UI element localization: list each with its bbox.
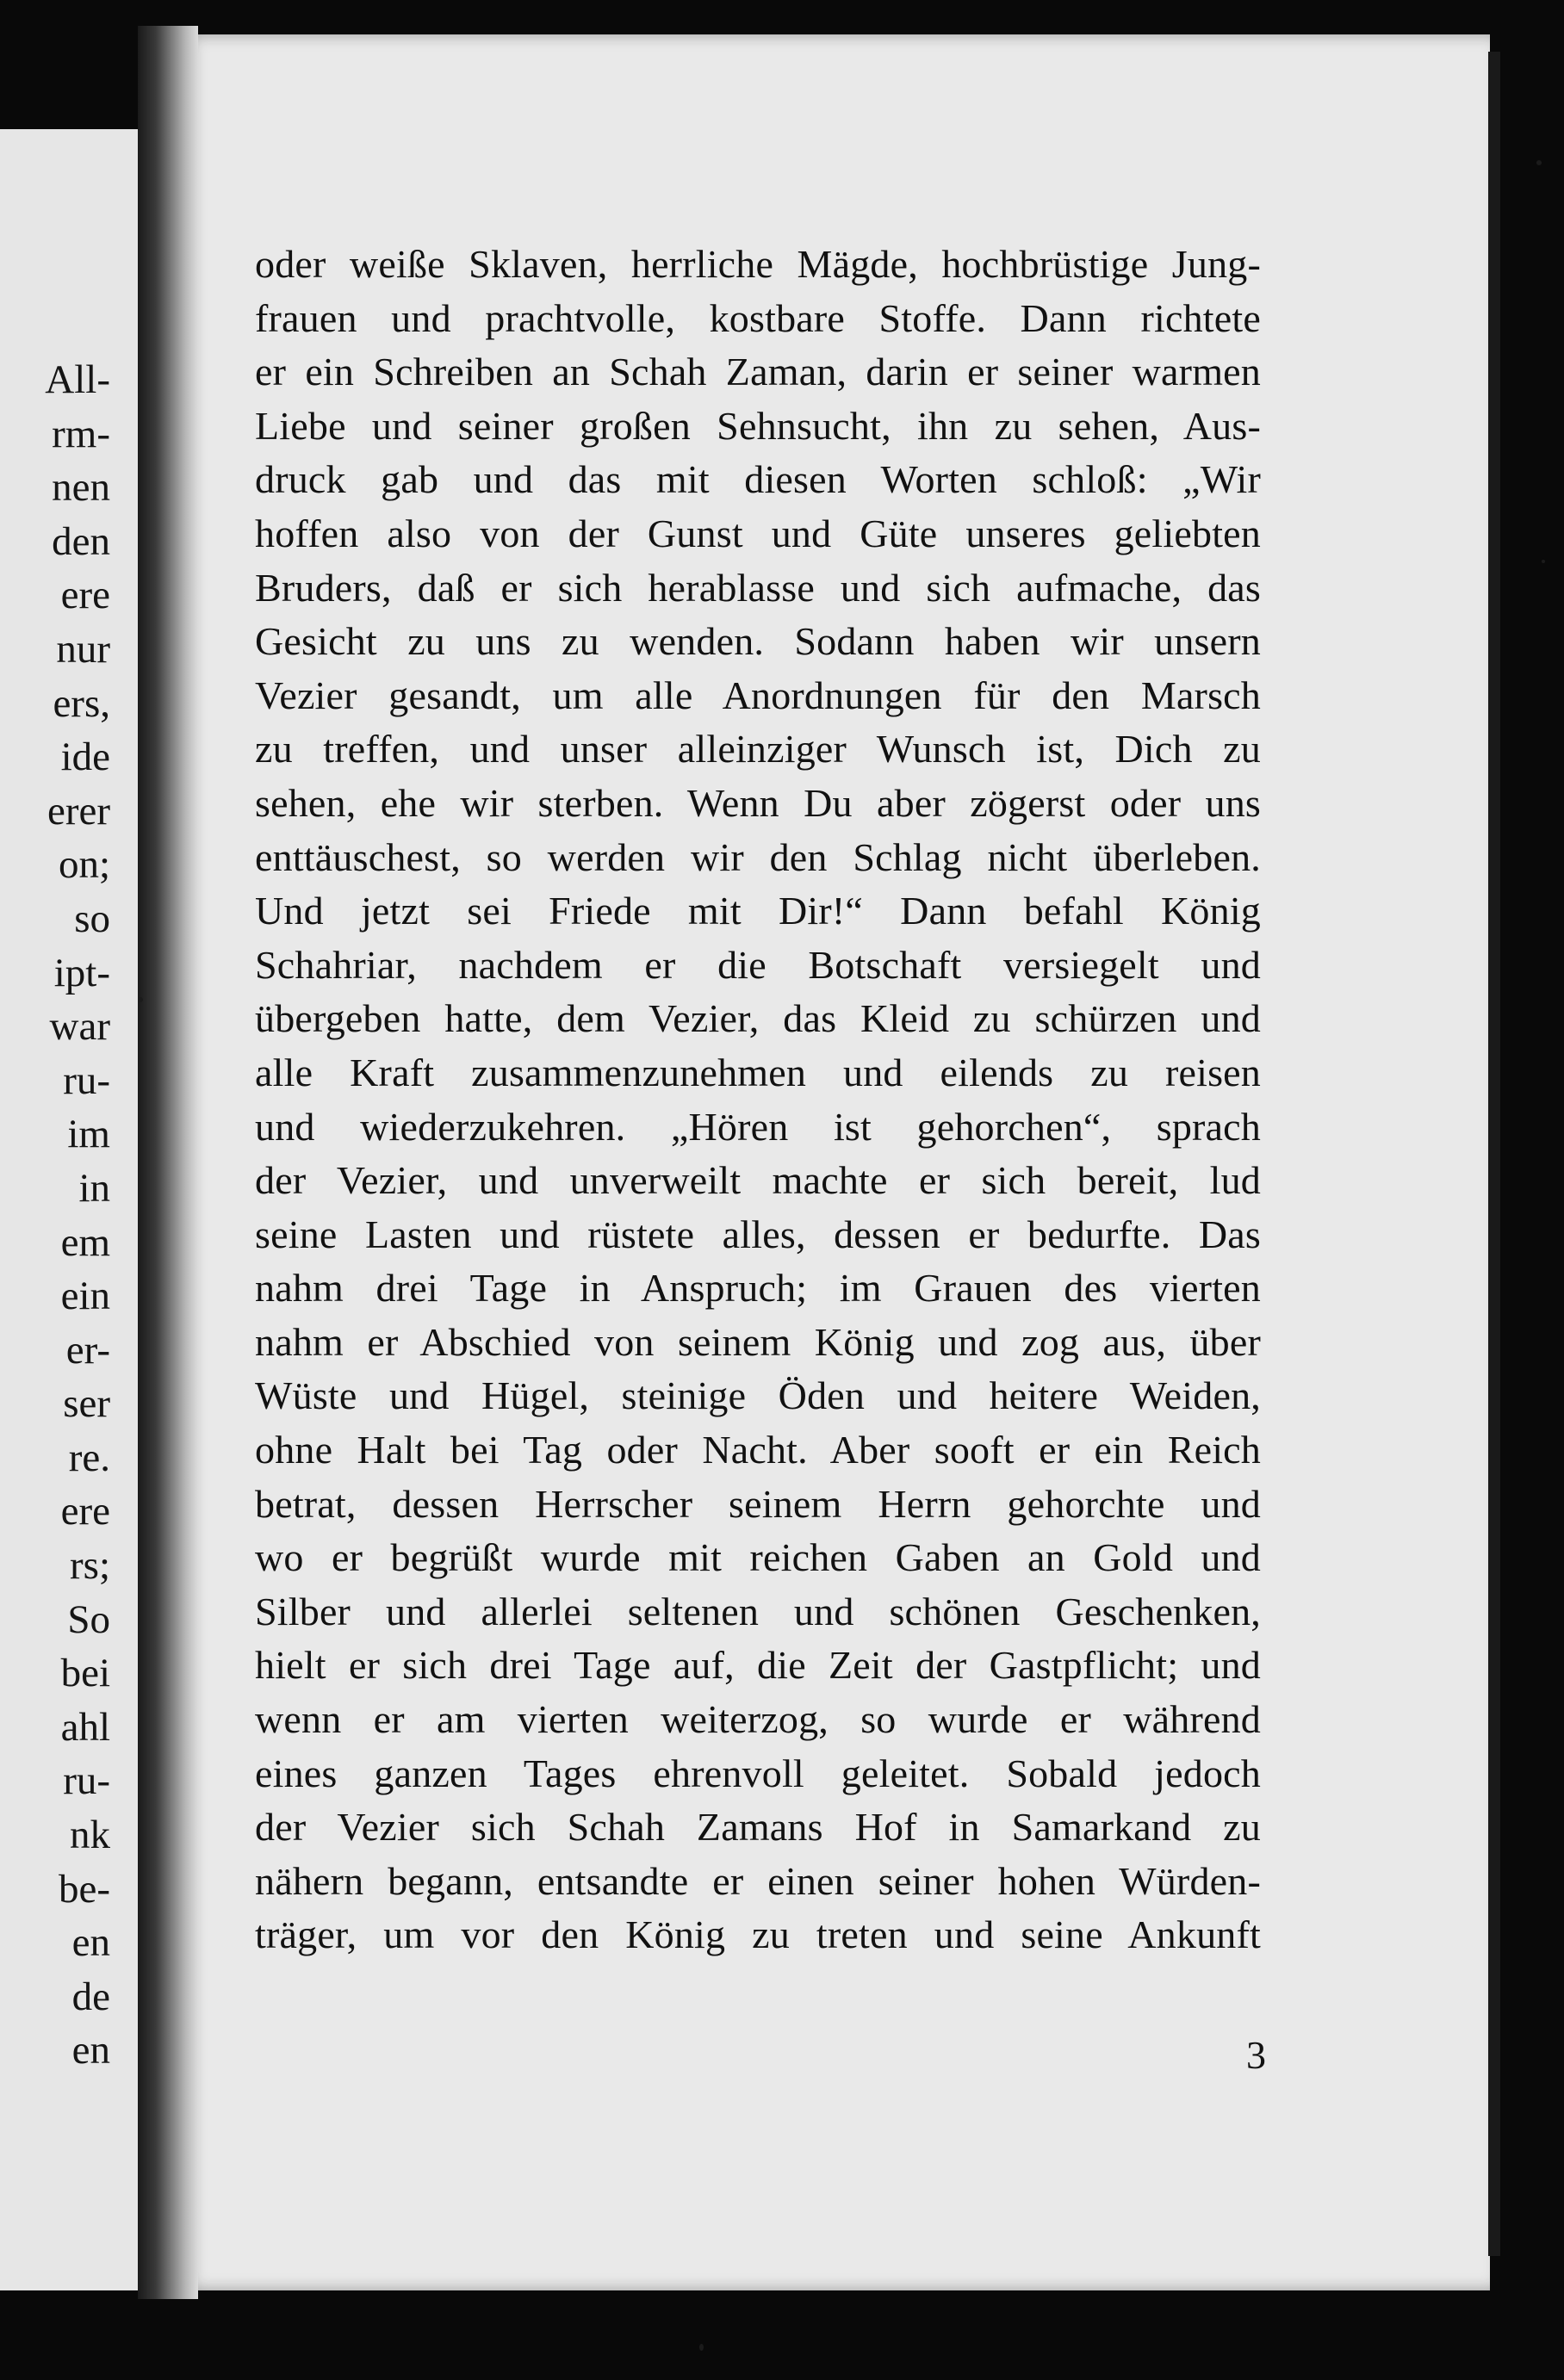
left-fragment-line: So (67, 1596, 110, 1642)
left-fragment-line: rm- (52, 411, 110, 456)
text-line: betrat, dessen Herrscher seinem Herrn gehorchte und (255, 1481, 1261, 1526)
binding-gutter-shadow (138, 26, 198, 2299)
left-fragment-line: on; (58, 842, 110, 888)
text-line: Vezier gesandt, um alle Anordnungen für den Marsch (255, 672, 1261, 717)
left-fragment-line: en (71, 2028, 110, 2073)
left-fragment-line: in (78, 1165, 110, 1211)
text-line: der Vezier sich Schah Zamans Hof in Samarkand zu (255, 1805, 1261, 1850)
text-line: eines ganzen Tages ehrenvoll geleitet. Sobald jedoch (255, 1751, 1261, 1795)
text-line: wenn er am vierten weiterzog, so wurde er während (255, 1697, 1261, 1742)
left-fragment-line: rs; (70, 1543, 110, 1589)
text-line: Und jetzt sei Friede mit Dir!“ Dann befahl König (255, 889, 1261, 933)
text-line: oder weiße Sklaven, herrliche Mägde, hochbrüstige Jung- (255, 242, 1261, 286)
text-line: er ein Schreiben an Schah Zaman, darin er seiner warmen (255, 350, 1261, 394)
left-fragment-line: em (60, 1219, 110, 1265)
left-fragment-line: war (49, 1004, 110, 1050)
left-fragment-line: be- (58, 1866, 110, 1912)
left-fragment-line: so (74, 896, 110, 941)
page-edge-shadow (1488, 52, 1500, 2256)
text-line: träger, um vor den König zu treten und seine Ankunft (255, 1912, 1261, 1957)
body-text (255, 238, 1261, 1962)
text-line: sehen, ehe wir sterben. Wenn Du aber zögerst oder uns (255, 780, 1261, 825)
text-line: Bruders, daß er sich herablasse und sich aufmache, das (255, 565, 1261, 610)
text-line: und wiederzukehren. „Hören ist gehorchen“, sprach (255, 1104, 1261, 1149)
left-fragment-line: er- (65, 1327, 110, 1373)
text-line: Wüste und Hügel, steinige Öden und heitere Weiden, (255, 1373, 1261, 1418)
text-line: wo er begrüßt wurde mit reichen Gaben an Gold und (255, 1535, 1261, 1580)
text-line: druck gab und das mit diesen Worten schloß: „Wir (255, 457, 1261, 502)
scan-speck (1536, 160, 1542, 165)
text-line: nähern begann, entsandte er einen seiner hohen Würden- (255, 1858, 1261, 1903)
left-fragment-line: ahl (60, 1704, 110, 1750)
left-fragment-line: ipt- (53, 950, 110, 995)
text-line: frauen und prachtvolle, kostbare Stoffe. Dann richtete (255, 295, 1261, 340)
text-line: übergeben hatte, dem Vezier, das Kleid zu schürzen und (255, 996, 1261, 1041)
text-line: zu treffen, und unser alleinziger Wunsch ist, Dich zu (255, 727, 1261, 772)
left-fragment-line: nk (70, 1813, 110, 1858)
left-fragment-line: All- (45, 357, 110, 402)
left-fragment-line: de (71, 1974, 110, 2019)
left-fragment-line: erer (47, 788, 110, 834)
left-fragment-line: ere (60, 573, 110, 618)
left-fragment-line: en (71, 1920, 110, 1966)
left-fragment-line: re. (68, 1435, 110, 1480)
text-line: enttäuschest, so werden wir den Schlag nicht überleben. (255, 834, 1261, 879)
left-page-text-fragments (0, 353, 110, 2078)
text-line: Liebe und seiner großen Sehnsucht, ihn zu sehen, Aus- (255, 403, 1261, 448)
left-fragment-line: ru- (63, 1057, 110, 1103)
left-fragment-line: bei (60, 1651, 110, 1696)
text-line: der Vezier, und unverweilt machte er sich bereit, lud (255, 1158, 1261, 1203)
left-fragment-line: ru- (63, 1758, 110, 1804)
left-fragment-line: den (52, 518, 110, 564)
text-line: Silber und allerlei seltenen und schönen Geschenken, (255, 1589, 1261, 1633)
left-fragment-line: im (67, 1112, 110, 1157)
text-line: ohne Halt bei Tag oder Nacht. Aber sooft er ein Reich (255, 1428, 1261, 1472)
text-line: alle Kraft zusammenzunehmen und eilends zu reisen (255, 1050, 1261, 1094)
text-line: hielt er sich drei Tage auf, die Zeit der Gastpflicht; und (255, 1643, 1261, 1688)
text-line: nahm drei Tage in Anspruch; im Grauen des vierten (255, 1266, 1261, 1311)
page-number: 3 (1246, 2033, 1266, 2077)
text-line: hoffen also von der Gunst und Güte unseres geliebten (255, 511, 1261, 555)
left-facing-page (0, 129, 145, 2290)
left-fragment-line: nur (56, 626, 110, 672)
left-fragment-line: nen (52, 465, 110, 511)
scan-speck (1542, 560, 1545, 563)
left-fragment-line: ere (60, 1489, 110, 1534)
left-fragment-line: ers, (53, 680, 110, 726)
scan-speck (699, 2344, 704, 2351)
text-line: Gesicht zu uns zu wenden. Sodann haben wir unsern (255, 619, 1261, 664)
scan-speck (138, 997, 143, 1002)
left-fragment-line: ser (63, 1381, 110, 1427)
text-line: nahm er Abschied von seinem König und zog aus, über (255, 1319, 1261, 1364)
text-line: Schahriar, nachdem er die Botschaft versiegelt und (255, 942, 1261, 987)
text-line: seine Lasten und rüstete alles, dessen er bedurfte. Das (255, 1212, 1261, 1256)
left-fragment-line: ide (60, 734, 110, 780)
left-fragment-line: ein (60, 1274, 110, 1319)
